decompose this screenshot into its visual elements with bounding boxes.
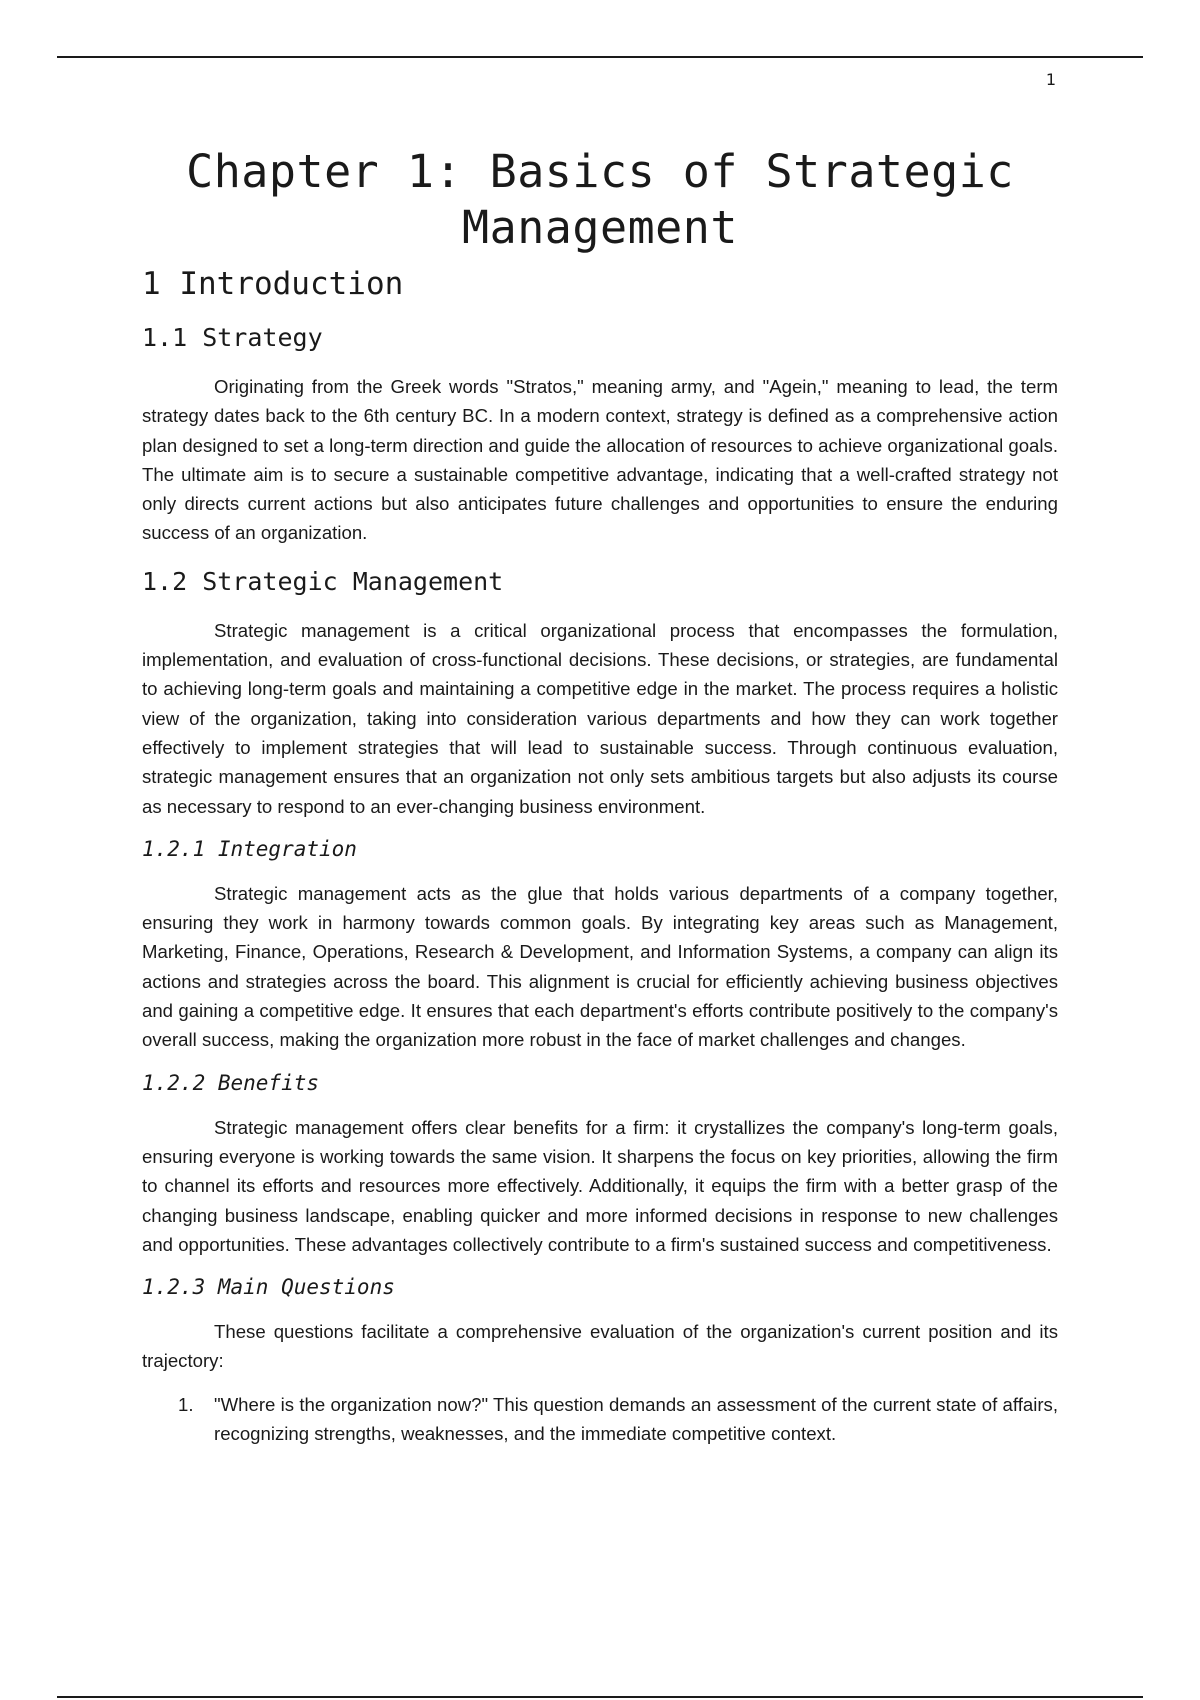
subsection-heading-benefits: 1.2.2 Benefits (142, 1070, 320, 1095)
strategic-management-paragraph: Strategic management is a critical organizational process that encompasses the formulation, implementation, and evaluation of cross-functional decisions. These decisions, or strategies, are fundamental to achieving long-term goals and maintaining a competitive edge in the market. The process requires a holistic view of the organization, taking into consideration various departments and how they can work together effectively to implement strategies that will lead to sustainable success. Through continuous evaluation, strategic management ensures that an organization not only sets ambitious targets but also adjusts its course as necessary to respond to an ever-changing business environment. (142, 619, 1058, 817)
benefits-paragraph: Strategic management offers clear benefits for a firm: it crystallizes the company's long-term goals, ensuring everyone is working towards the same vision. It sharpens the focus on key priorities, allowing the firm to channel its efforts and resources more effectively. Additionally, it equips the firm with a better grasp of the changing business landscape, enabling quicker and more informed decisions in response to new challenges and opportunities. These advantages collectively contribute to a firm's sustained success and competitiveness. (142, 1116, 1058, 1255)
section-heading-strategic-management: 1.2 Strategic Management (142, 566, 504, 596)
header-rule (57, 56, 1143, 58)
list-item-text: "Where is the organization now?" This question demands an assessment of the current state of affairs, recognizing strengths, weaknesses, and the immediate competitive context. (214, 1393, 1058, 1445)
footer-rule (57, 1696, 1143, 1698)
page-number: 1 (1045, 70, 1056, 89)
chapter-title: Chapter 1: Basics of Strategic Management (186, 145, 1014, 254)
main-questions-paragraph: These questions facilitate a comprehensive evaluation of the organization's current position and its trajectory: (142, 1321, 1058, 1372)
subsection-heading-integration: 1.2.1 Integration (142, 836, 357, 861)
list-item (142, 1390, 1058, 1449)
subsection-heading-main-questions: 1.2.3 Main Questions (142, 1275, 395, 1300)
introduction-heading: 1 Introduction (142, 266, 404, 302)
main-questions-list (142, 1390, 1058, 1449)
list-item-number: 1. (178, 1393, 194, 1415)
document-body (142, 144, 1058, 1448)
section-heading-strategy: 1.1 Strategy (142, 323, 323, 352)
strategy-paragraph: Originating from the Greek words "Stratos," meaning army, and "Agein," meaning to lead, the term strategy dates back to the 6th century BC. In a modern context, strategy is defined as a comprehensive action plan designed to set a long-term direction and guide the allocation of resources to achieve organizational goals. The ultimate aim is to secure a sustainable competitive advantage, indicating that a well-crafted strategy not only directs current actions but also anticipates future challenges and opportunities to ensure the enduring success of an organization. (142, 376, 1058, 544)
integration-paragraph: Strategic management acts as the glue that holds various departments of a company together, ensuring they work in harmony towards common goals. By integrating key areas such as Management, Marketing, Finance, Operations, Research & Development, and Information Systems, a company can align its actions and strategies across the board. This alignment is crucial for efficiently achieving business objectives and gaining a competitive edge. It ensures that each department's efforts contribute positively to the company's overall success, making the organization more robust in the face of market challenges and changes. (142, 882, 1058, 1051)
